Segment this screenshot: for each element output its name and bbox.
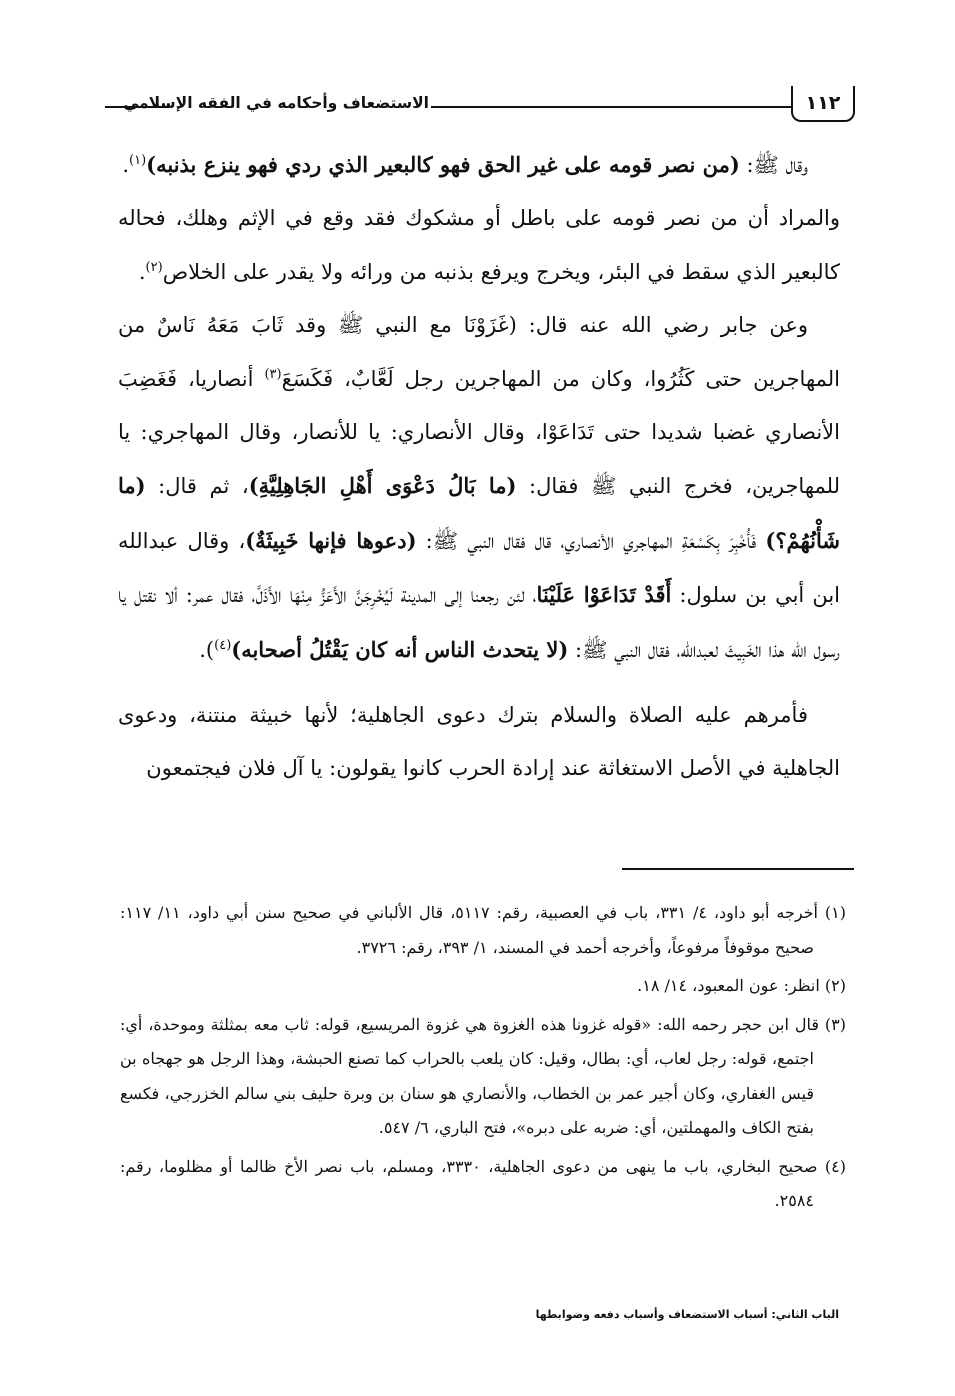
footnote-separator bbox=[622, 868, 854, 870]
para3-end: ). bbox=[199, 637, 215, 662]
footnote-number: (٣) bbox=[824, 1014, 846, 1034]
para3-text-6: ، لئن رجعنا إلى المدينة لَيُخْرِجَنَّ الأَعَزُّ مِنْهَا الأَذَلَّ، فقال عمر: ألا نقتل يا رسول الله هذا الخَبِيثَ لعبدالله، فقال النبي ﷺ: bbox=[118, 583, 840, 662]
footnotes bbox=[120, 896, 846, 1219]
footnote-ref-3: (٣) bbox=[264, 366, 282, 382]
para3-text-3: ، ثم قال: bbox=[145, 474, 249, 499]
footnote-1 bbox=[120, 896, 846, 965]
hadith-quote-3: (ما شَأْنُهُمْ؟) bbox=[118, 473, 840, 553]
footnote-number: (١) bbox=[824, 903, 846, 922]
footnote-2 bbox=[120, 969, 846, 1004]
footnote-ref-4: (٤) bbox=[214, 637, 232, 653]
footnote-text: صحيح البخاري، باب ما ينهى من دعوى الجاهلية، ٣٣٣٠، ومسلم، باب نصر الأخ ظالما أو مظلوما، رقم: ٢٥٨٤. bbox=[120, 1156, 818, 1210]
para2-text: والمراد أن من نصر قومه على باطل أو مشكوك فقد وقع في الإثم وهلك، فحاله كالبعير الذي سقط في البئر، ويخرج ويرفع بذنبه من ورائه ولا يقدر على الخلاص bbox=[118, 206, 840, 284]
hadith-quote-5: أَقَدْ تَدَاعَوْا عَلَيْنَا bbox=[536, 582, 672, 608]
hadith-quote-1: (من نصر قومه على غير الحق فهو كالبعير الذي ردي فهو ينزع بذنبه) bbox=[146, 152, 740, 177]
footnote-number: (٤) bbox=[824, 1156, 846, 1176]
para3-text-1: وعن جابر رضي الله عنه قال: (غَزَوْنَا مع النبي ﷺ وقد ثَابَ مَعَهُ نَاسٌ من المهاجرين حتى كَثُرُوا، وكان من المهاجرين رجل لَعَّابٌ، فَكَسَعَ bbox=[118, 313, 840, 391]
footnote-4 bbox=[120, 1150, 846, 1219]
paragraph-2 bbox=[118, 192, 840, 299]
running-header bbox=[105, 86, 857, 126]
paragraph-3 bbox=[118, 299, 840, 677]
para1-end: . bbox=[122, 153, 130, 177]
para1-intro: وقال ﷺ: bbox=[739, 153, 808, 177]
para4-text: فأمرهم عليه الصلاة والسلام بترك دعوى الجاهلية؛ لأنها خبيثة منتنة، ودعوى الجاهلية في الأصل الاستغاثة عند إرادة الحرب كانوا يقولون: يا آل فلان فيجتمعون bbox=[118, 703, 840, 781]
running-title: الاستضعاف وأحكامه في الفقه الإسلامي bbox=[123, 94, 429, 112]
footnote-text: انظر: عون المعبود، ١٤/ ١٨. bbox=[637, 976, 820, 995]
para3-text-5: ، وقال عبدالله ابن أبي بن سلول: bbox=[118, 528, 840, 608]
footnote-text: أخرجه أبو داود، ٤/ ٣٣١، باب في العصبية، رقم: ٥١١٧، قال الألباني في صحيح سنن أبي داود، ١١/ ١١٧: صحيح موقوفاً مرفوعاً، وأخرجه أحمد في المسند، ١/ ٣٩٣، رقم: ٣٧٢٦. bbox=[120, 903, 819, 957]
footnote-text: قال ابن حجر رحمه الله: «قوله غزونا هذه الغزوة هي غزوة المريسيع، قوله: ثاب معه بمثلثة وموحدة، أي: اجتمع، قوله: رجل لعاب، أي: بطال، وقيل: كان يلعب بالحراب كما تصنع الحبشة، وهذا الرجل هو جهجاه بن قيس الغفاري، وكان أجير عمر بن الخطاب، والأنصاري هو سنان بن وبرة حليف بني سالم الخزرجي، فكسع بفتح الكاف والمهملتين، أي: ضربه على دبره»، فتح الباري، ٦/ ٥٤٧. bbox=[120, 1014, 819, 1137]
paragraph-4 bbox=[118, 689, 840, 796]
main-text bbox=[118, 138, 840, 796]
header-rule-middle bbox=[431, 106, 791, 108]
footnote-number: (٢) bbox=[824, 976, 846, 995]
hadith-quote-2: (ما بَالُ دَعْوَى أَهْلِ الجَاهِلِيَّةِ) bbox=[248, 473, 517, 499]
para3-text-4: فَأُخْبِرَ بِكَسْعَةِ المهاجري الأنصاري، قال فقال النبي ﷺ: bbox=[416, 528, 766, 553]
page-number: ١١٢ bbox=[791, 86, 855, 122]
chapter-footer: الباب الثاني: أسباب الاستضعاف وأسباب دفعه وضوابطها bbox=[535, 1308, 839, 1321]
footnote-3 bbox=[120, 1008, 846, 1146]
hadith-quote-4: (دعوها فإنها خَبِيثَةٌ) bbox=[245, 527, 417, 553]
paragraph-1 bbox=[118, 138, 840, 192]
footnote-ref-2: (٢) bbox=[145, 259, 163, 275]
para2-end: . bbox=[138, 259, 146, 284]
footnote-ref-1: (١) bbox=[129, 153, 147, 168]
para3-text-2: أنصاريا، فَغَضِبَ الأنصاري غضبا شديدا حتى تَدَاعَوْا، وقال الأنصاري: يا للأنصار، وقال المهاجري: يا للمهاجرين، فخرج النبي ﷺ فقال: bbox=[118, 366, 840, 499]
hadith-quote-6: (لا يتحدث الناس أنه كان يَقْتُلُ أصحابه) bbox=[231, 636, 569, 662]
